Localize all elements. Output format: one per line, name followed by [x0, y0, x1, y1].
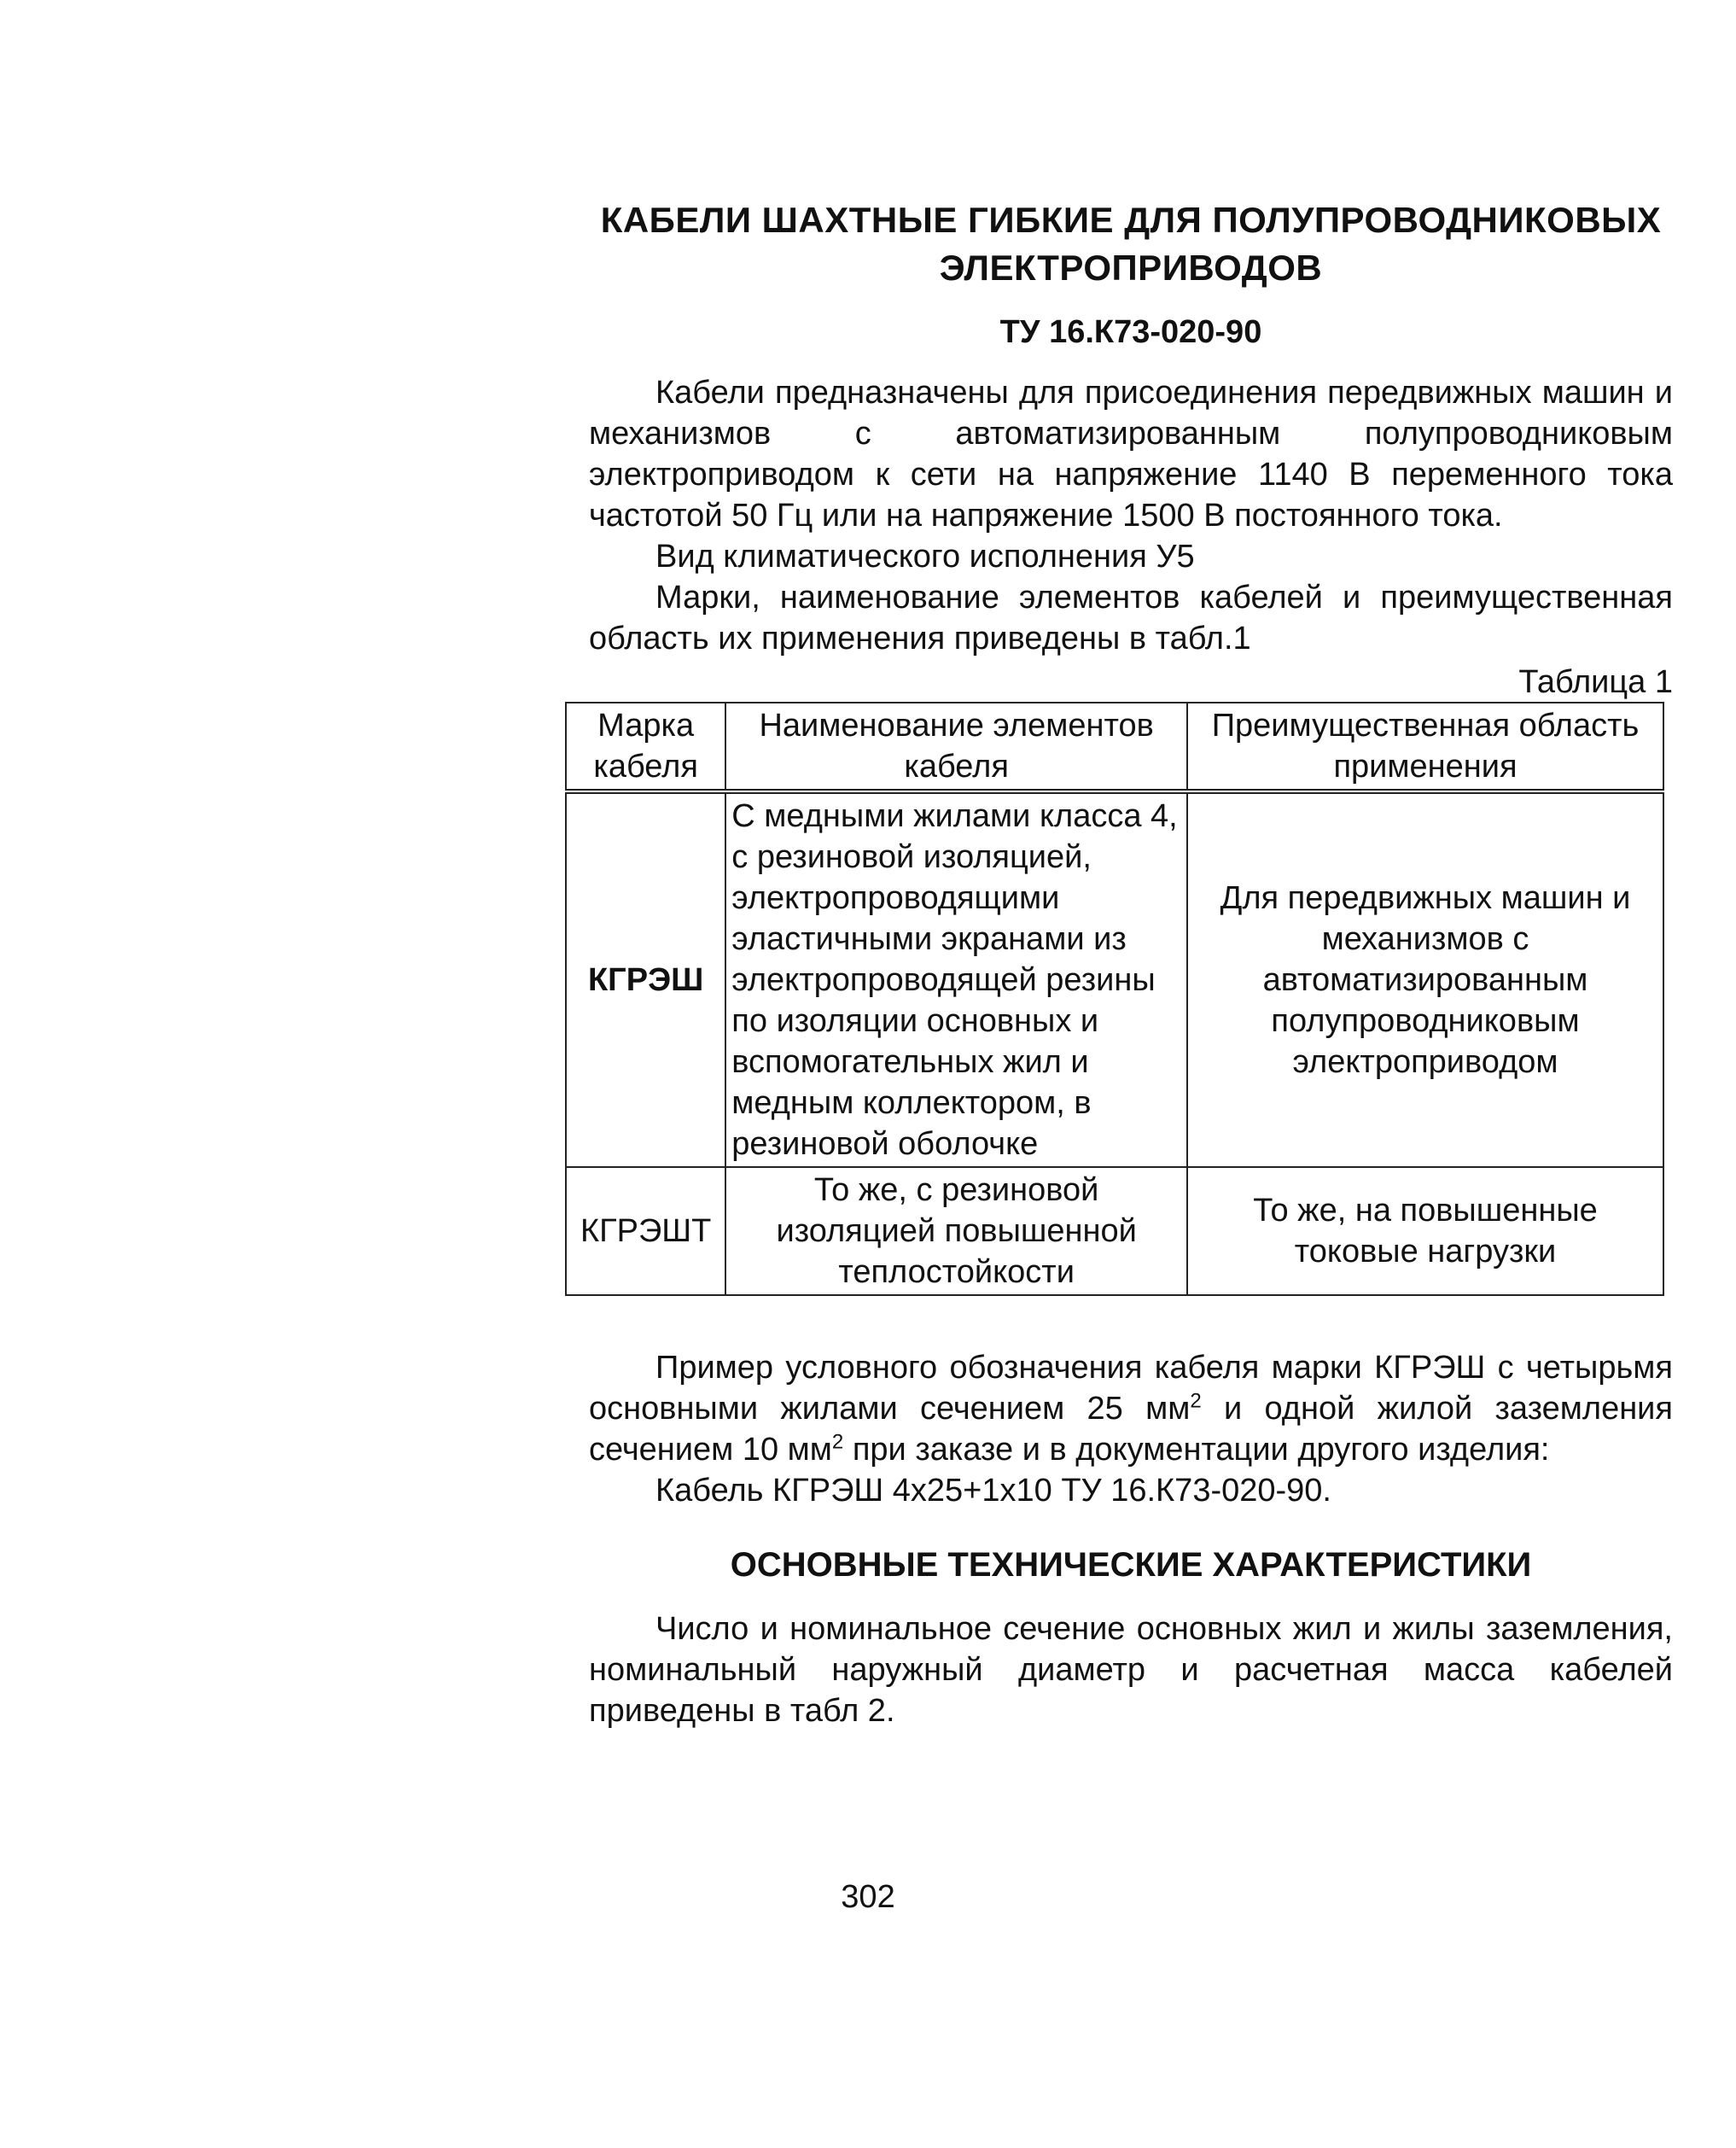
header-application: Преимущественная область применения — [1187, 703, 1663, 791]
intro-paragraph: Кабели предназначены для присоединения передвижных машин и механизмов с автоматизированным полупроводниковым электроприводом к сети на напряжение 1140 В переменного тока частотой 50 Гц или на напряжение 1500 В постоянного тока. — [589, 375, 1673, 534]
example-paragraph — [589, 1347, 1673, 1470]
marks-paragraph: Марки, наименование элементов кабелей и преимущественная область их применения приведены в табл.1 — [589, 580, 1673, 657]
table-caption: Таблица 1 — [1518, 664, 1673, 700]
climate-paragraph: Вид климатического исполнения У5 — [655, 539, 1195, 575]
cell-application: Для передвижных машин и механизмов с автоматизированным полупроводниковым электроприводом — [1187, 791, 1663, 1167]
title-line-2: ЭЛЕКТРОПРИВОДОВ — [939, 248, 1323, 288]
table-header-row — [566, 703, 1663, 791]
table-row — [566, 791, 1663, 1167]
spec-number: ТУ 16.К73-020-90 — [999, 314, 1262, 350]
cell-application: То же, на повышенные токовые нагрузки — [1187, 1167, 1663, 1295]
cell-mark: КГРЭШ — [566, 791, 725, 1167]
section-title: ОСНОВНЫЕ ТЕХНИЧЕСКИЕ ХАРАКТЕРИСТИКИ — [730, 1546, 1532, 1584]
cable-marks-table — [565, 702, 1664, 1296]
title-line-1: КАБЕЛИ ШАХТНЫЕ ГИБКИЕ ДЛЯ ПОЛУПРОВОДНИКОВЫХ — [600, 200, 1662, 240]
document-page — [580, 196, 1673, 1731]
cell-elements: С медными жилами класса 4, с резиновой изоляцией, электропроводящими эластичными экранами из электропроводящей резины по изоляции основных и вспомогательных жил и медным коллектором, в резиновой оболочке — [725, 791, 1187, 1167]
example-text-2: и одной жилой заземления сечением 10 мм — [589, 1391, 1673, 1468]
example-text-1: Пример условного обозначения кабеля марки КГРЭШ с четырьмя основными жилами сечением 25 мм — [589, 1350, 1673, 1427]
superscript-square: 2 — [1190, 1389, 1202, 1413]
example-designation: Кабель КГРЭШ 4х25+1х10 ТУ 16.К73-020-90. — [655, 1473, 1331, 1509]
cell-elements: То же, с резиновой изоляцией повышенной теплостойкости — [725, 1167, 1187, 1295]
section-paragraph: Число и номинальное сечение основных жил и жилы заземления, номинальный наружный диаметр и расчетная масса кабелей приведены в табл 2. — [589, 1611, 1673, 1729]
document-title — [589, 196, 1673, 292]
example-text-3: при заказе и в документации другого изделия: — [843, 1432, 1550, 1468]
header-mark: Марка кабеля — [566, 703, 725, 791]
header-elements: Наименование элементов кабеля — [725, 703, 1187, 791]
page-number: 302 — [841, 1879, 895, 1915]
cell-mark: КГРЭШТ — [566, 1167, 725, 1295]
table-row — [566, 1167, 1663, 1295]
superscript-square: 2 — [831, 1430, 844, 1454]
